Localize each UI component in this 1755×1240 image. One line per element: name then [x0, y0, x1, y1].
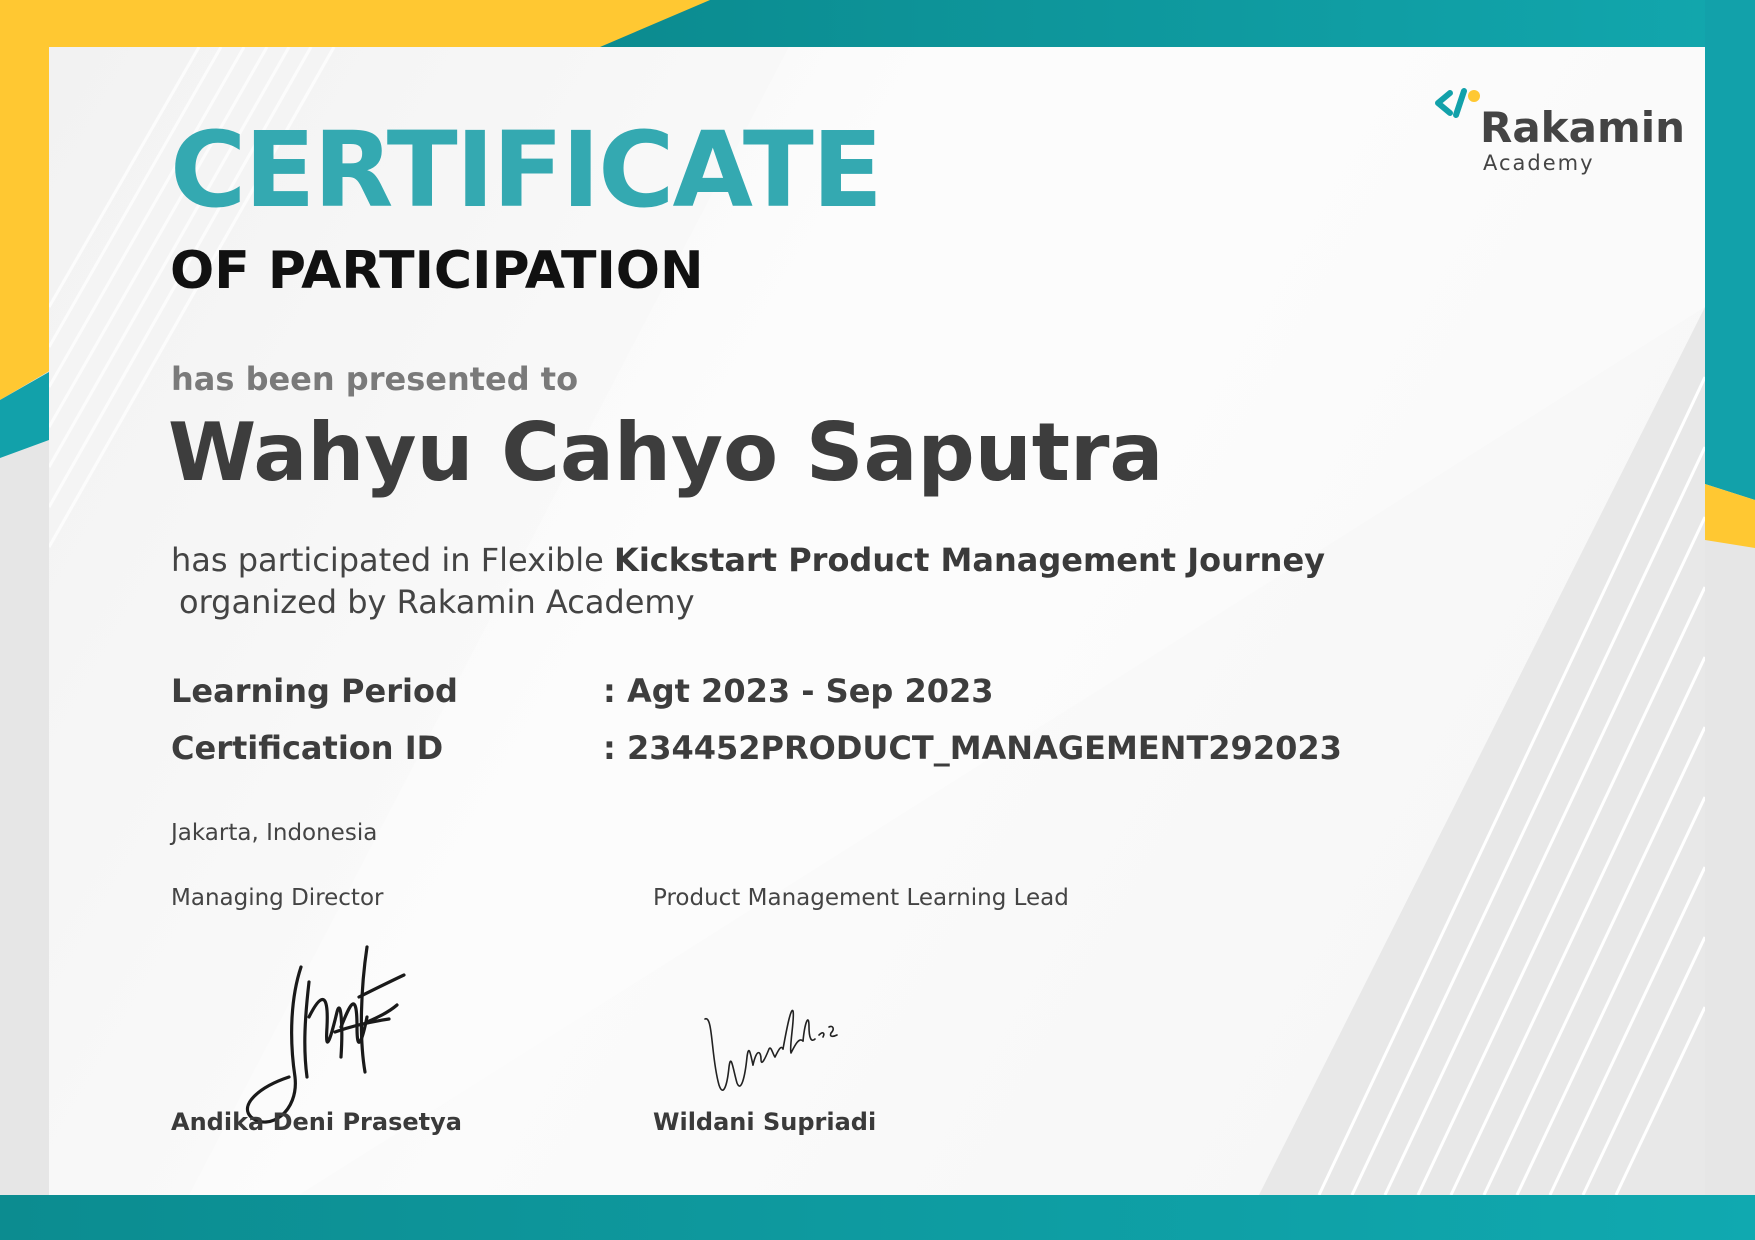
bottom-teal-band [0, 1195, 1755, 1240]
signature-2 [699, 997, 889, 1117]
certification-id-label: Certification ID [171, 729, 444, 767]
signatory-2-role: Product Management Learning Lead [653, 885, 1069, 911]
logo-name: Rakamin [1480, 103, 1686, 152]
learning-period-label: Learning Period [171, 672, 458, 710]
certificate-subtitle: OF PARTICIPATION [170, 241, 704, 301]
participation-line-1 [171, 539, 1471, 581]
signatory-2-name: Wildani Supriadi [653, 1108, 877, 1136]
participation-prefix: has participated in Flexible [171, 541, 604, 579]
certificate-content [49, 47, 1705, 1195]
rakamin-code-icon [1430, 85, 1486, 135]
learning-period-value: : Agt 2023 - Sep 2023 [603, 672, 994, 710]
signature-1 [239, 927, 439, 1137]
rakamin-logo [1430, 85, 1690, 185]
location-text: Jakarta, Indonesia [171, 820, 378, 846]
signatory-1-name: Andika Deni Prasetya [171, 1108, 462, 1136]
right-teal [1705, 0, 1755, 500]
logo-subtitle: Academy [1483, 151, 1595, 175]
organizer-text: organized by Rakamin Academy [179, 583, 695, 621]
certificate-title: CERTIFICATE [170, 109, 881, 231]
presented-text: has been presented to [171, 360, 579, 398]
recipient-name: Wahyu Cahyo Saputra [168, 406, 1164, 499]
program-name: Kickstart Product Management Journey [614, 541, 1325, 579]
participation-statement [171, 539, 1471, 623]
certification-id-value: : 234452PRODUCT_MANAGEMENT292023 [603, 729, 1342, 767]
signatory-1-role: Managing Director [171, 885, 384, 911]
